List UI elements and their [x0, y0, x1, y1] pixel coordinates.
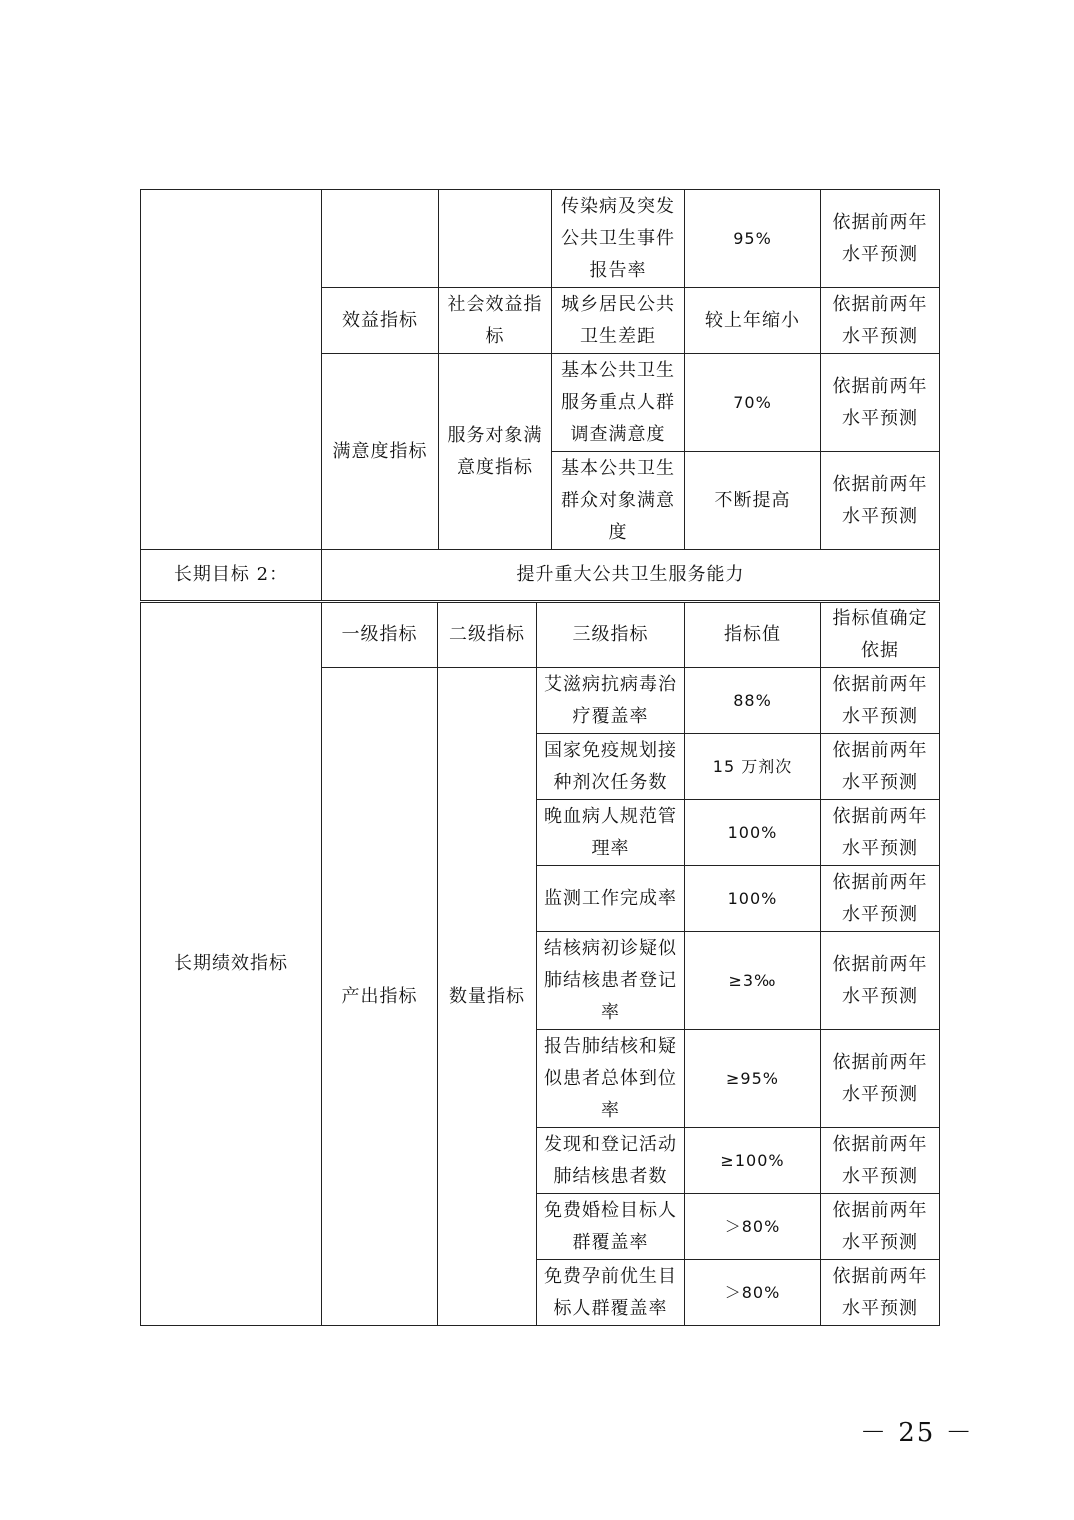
value-cell: 15 万剂次: [685, 734, 821, 800]
long-term-indicator-table: [140, 602, 940, 1326]
level3-cell: 基本公共卫生服务重点人群调查满意度: [552, 354, 685, 452]
header-row: [141, 603, 940, 668]
basis-cell: 依据前两年水平预测: [821, 668, 940, 734]
basis-cell: 依据前两年水平预测: [821, 1030, 940, 1128]
basis-cell: 依据前两年水平预测: [821, 1194, 940, 1260]
basis-cell: 依据前两年水平预测: [821, 190, 940, 288]
level3-cell: 监测工作完成率: [537, 866, 685, 932]
value-cell: ＞80%: [685, 1194, 821, 1260]
header-level2: 二级指标: [438, 603, 537, 668]
level3-cell: 报告肺结核和疑似患者总体到位率: [537, 1030, 685, 1128]
header-level1: 一级指标: [322, 603, 438, 668]
level3-cell: 免费孕前优生目标人群覆盖率: [537, 1260, 685, 1326]
level3-cell: 发现和登记活动肺结核患者数: [537, 1128, 685, 1194]
level3-cell: 晚血病人规范管理率: [537, 800, 685, 866]
goal-label: 长期目标 2：: [141, 550, 322, 601]
table-row: [141, 190, 940, 288]
value-cell: 100%: [685, 866, 821, 932]
page-number: － 25 －: [860, 1418, 974, 1448]
goal-row: [141, 550, 940, 601]
value-cell: ≥95%: [685, 1030, 821, 1128]
value-cell: 70%: [685, 354, 821, 452]
header-value: 指标值: [685, 603, 821, 668]
basis-cell: 依据前两年水平预测: [821, 866, 940, 932]
indicator-table-continued: [140, 189, 940, 601]
level2-cell: 数量指标: [438, 668, 537, 1326]
level1-cell: 满意度指标: [322, 354, 439, 550]
level3-cell: 艾滋病抗病毒治疗覆盖率: [537, 668, 685, 734]
basis-cell: 依据前两年水平预测: [821, 1260, 940, 1326]
basis-cell: 依据前两年水平预测: [821, 734, 940, 800]
level3-cell: 免费婚检目标人群覆盖率: [537, 1194, 685, 1260]
value-cell: ≥3‰: [685, 932, 821, 1030]
header-level3: 三级指标: [537, 603, 685, 668]
basis-cell: 依据前两年水平预测: [821, 800, 940, 866]
goal-text: 提升重大公共卫生服务能力: [322, 550, 940, 601]
value-cell: 较上年缩小: [685, 288, 821, 354]
section-label: 长期绩效指标: [141, 603, 322, 1326]
empty-level1-cell: [322, 190, 439, 288]
level1-cell: 产出指标: [322, 668, 438, 1326]
level3-cell: 基本公共卫生群众对象满意度: [552, 452, 685, 550]
value-cell: 95%: [685, 190, 821, 288]
basis-cell: 依据前两年水平预测: [821, 354, 940, 452]
value-cell: 88%: [685, 668, 821, 734]
basis-cell: 依据前两年水平预测: [821, 1128, 940, 1194]
basis-cell: 依据前两年水平预测: [821, 932, 940, 1030]
header-basis: 指标值确定依据: [821, 603, 940, 668]
empty-level2-cell: [439, 190, 552, 288]
value-cell: ≥100%: [685, 1128, 821, 1194]
basis-cell: 依据前两年水平预测: [821, 452, 940, 550]
level3-cell: 城乡居民公共卫生差距: [552, 288, 685, 354]
level1-cell: 效益指标: [322, 288, 439, 354]
level2-cell: 服务对象满意度指标: [439, 354, 552, 550]
empty-section-cell: [141, 190, 322, 550]
level3-cell: 传染病及突发公共卫生事件报告率: [552, 190, 685, 288]
value-cell: 100%: [685, 800, 821, 866]
value-cell: 不断提高: [685, 452, 821, 550]
level3-cell: 结核病初诊疑似肺结核患者登记率: [537, 932, 685, 1030]
basis-cell: 依据前两年水平预测: [821, 288, 940, 354]
level2-cell: 社会效益指标: [439, 288, 552, 354]
level3-cell: 国家免疫规划接种剂次任务数: [537, 734, 685, 800]
value-cell: ＞80%: [685, 1260, 821, 1326]
